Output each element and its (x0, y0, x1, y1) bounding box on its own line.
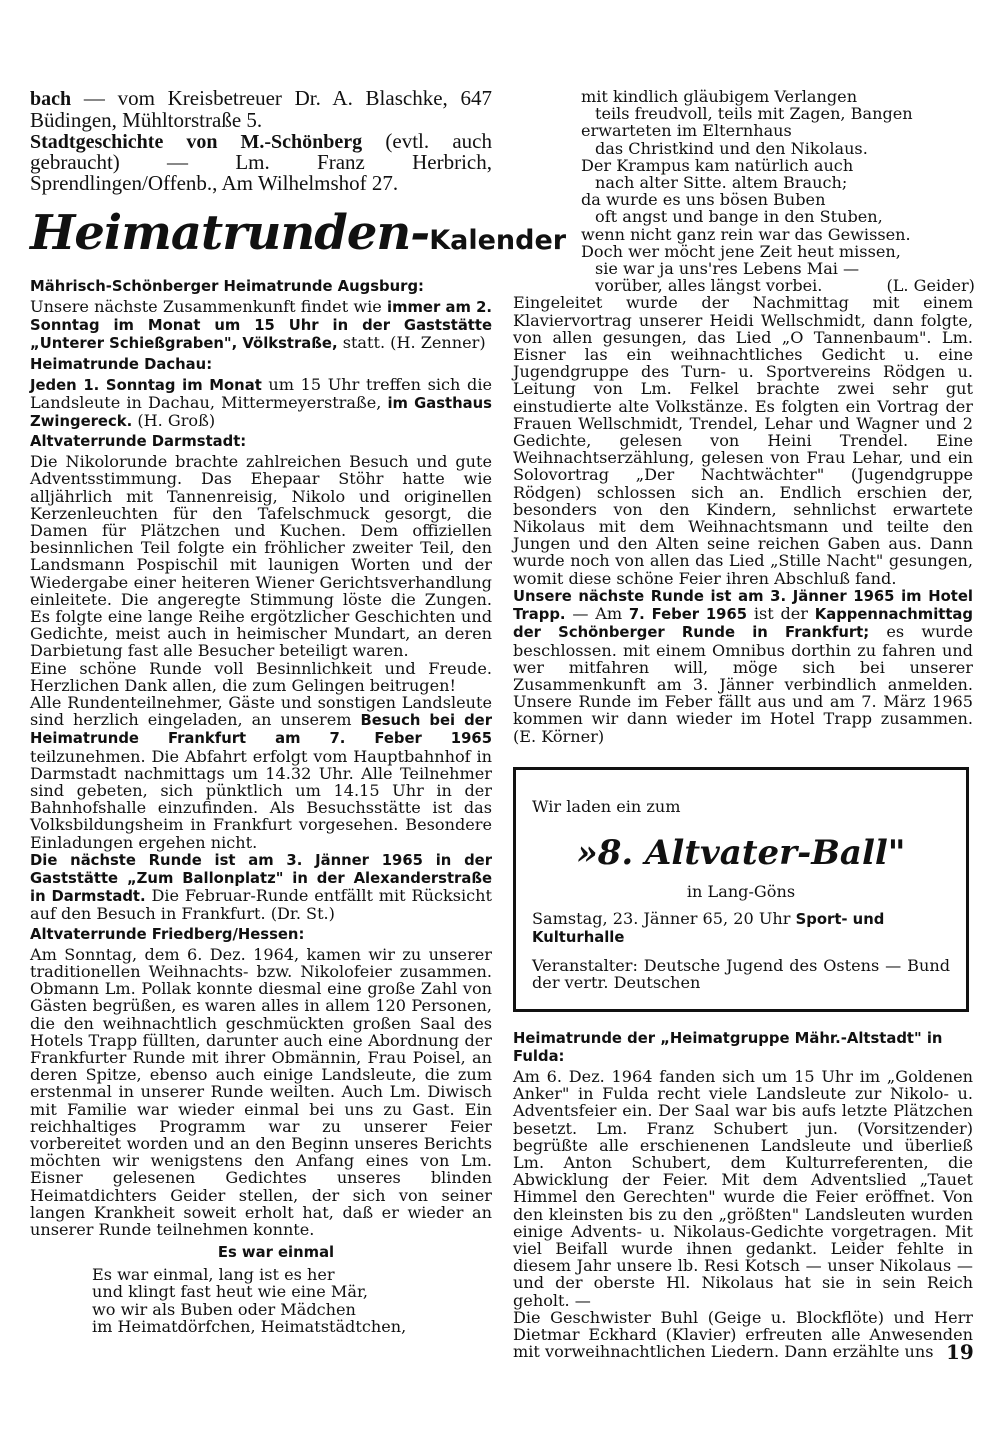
poem-last-text: vorüber, alles längst vorbei. (595, 276, 823, 296)
friedberg-p2: Eingeleitet wurde der Nachmittag mit einem Klaviervortrag unserer Heidi Wellschmidt, dann folgte, von allen gesungen, das Lied „O Tannenbaum". Lm. Eisner las ein weihnachtliches Gedicht u. eine Jugendgruppe des Turn- u. Sportvereins Rödgen u. Leitung von Lm. Felkel brachte zwei sehr gut einstudierte alte Volkstänze. Es folgten ein Vortrag der Frauen Wellschmidt, Trendel, Lehar und Wagner und 2 Gedichte, gelesen von Heini Trendel. Eine Weihnachtserzählung, gelesen von Frau Lehar, und ein Solovortrag „Der Nachtwächter" (Jugendgruppe Rödgen) schlossen sich an. Endlich erschien der, besonders von den Kindern, sehnlichst erwartete Nikolaus mit dem Weihnachtsmann und teilte den Jungen und den Alten seine reichen Gaben aus. Dann wurde noch von allen das Lied „Stille Nacht" gesungen, womit diese schöne Feier ihren Abschluß fand. (513, 293, 973, 588)
friedberg-p1: Am Sonntag, dem 6. Dez. 1964, kamen wir zu unserer traditionellen Weihnachts- bzw. Nikolofeier zusammen. Obmann Lm. Pollak konnte diesmal eine große Zahl von Gästen begrüßen, es waren alles in allem 120 Personen, die den weihnachtlich geschmückten großen Saal des Hotels Trapp füllten, darunter auch eine Abordnung der Frankfurter Runde mit ihrer Obmännin, Frau Poisel, an deren Spitze, ebenso auch einige Landsleute, die zum erstenmal in unserer Runde weilten. Auch Lm. Diwisch mit Familie war wieder einmal bei uns zu Gast. Ein reichhaltiges Programm war zu unserer Feier vorbereitet worden und an den Beginn unseres Berichts möchten wir wenigstens den Anfang eines von Lm. Eisner gelesenen Gedichtes unseres blinden Heimatdichters Geider stellen, der sich von seiner langen Krankheit soweit erholt hat, daß er wieder an unserer Runde teilnehmen konnte. (30, 944, 492, 1239)
friedberg-p3-t3: es wurde beschlossen. mit einem Omnibus dorthin zu fahren und wer mitfahren will, möge sich bei unserer Zusammenkunft am 3. Jänner verbindlich anmelden. Unsere Runde im Feber fällt aus und am 7. März 1965 kommen wir dann wieder im Hotel Trapp zusammen. (E. Körner) (513, 622, 973, 746)
darmstadt-p3b: Besuch bei der Heimatrunde Frankfurt am 7. Feber 1965 (30, 712, 492, 748)
darmstadt-heading: Altvaterrunde Darmstadt: (30, 433, 247, 451)
intro-bach-text: — vom Kreisbetreuer Dr. A. Blaschke, 647 Büdingen, Mühltorstraße 5. (30, 86, 492, 132)
ball-organizer: Veranstalter: Deutsche Jugend des Ostens — Bund der vertr. Deutschen (532, 955, 950, 992)
dachau-t2: (H. Groß) (132, 411, 216, 430)
poem-last-line (581, 277, 973, 294)
fulda-heading: Heimatrunde der „Heimatgruppe Mähr.-Altstadt" in Fulda: (513, 1029, 943, 1065)
poem-line: Der Krampus kam natürlich auch (581, 155, 854, 175)
masthead-title: Heimatrunden- (30, 204, 430, 261)
poem-author: (L. Geider) (886, 276, 975, 296)
poem-line: im Heimatdörfchen, Heimatstädtchen, (92, 1316, 407, 1336)
intro-stadtgeschichte-bold: Stadtgeschichte von M.-Schönberg (30, 130, 363, 153)
intro-stadtgeschichte (30, 128, 493, 196)
dachau-b2: im Gasthaus Zwingereck. (30, 394, 492, 430)
poem-left (30, 1266, 492, 1335)
poem-line: oft angst und bange in den Stuben, (595, 207, 883, 227)
ball-invite: Wir laden ein zum (532, 796, 681, 816)
poem-right (513, 88, 973, 294)
augsburg-t2: statt. (H. Zenner) (337, 333, 486, 353)
left-column (30, 86, 567, 1336)
augsburg-heading: Mährisch-Schönberger Heimatrunde Augsburg: (30, 277, 424, 295)
augsburg-b1: immer am 2. Sonntag im Monat um 15 Uhr in der Gaststätte „Unterer Schießgraben", Völkstraße, (30, 298, 492, 353)
poem-line: da wurde es uns bösen Buben (581, 190, 826, 210)
friedberg-p3-b2: 7. Feber 1965 (628, 606, 748, 624)
intro-stadtgeschichte-text: (evtl. auch gebraucht) — Lm. Franz Herbrich, Sprendlingen/Offenb., Am Wilhelmshof 27. (30, 128, 493, 196)
masthead-subtitle: Kalender (429, 224, 567, 256)
ball-advertisement (513, 767, 969, 1012)
ball-venue: Sport- und Kulturhalle (532, 911, 885, 947)
darmstadt-p1: Die Nikolorunde brachte zahlreichen Besuch und gute Adventsstimmung. Das Ehepaar Stöhr hatte wie alljährlich mit Tannenreisig, Nikolo und originellen Kerzenleuchten für den Tafelschmuck gesorgt, die Damen für Plätzchen und Kuchen. Dem offiziellen besinnlichen Teil folgte ein fröhlicher zweiter Teil, den Landsmann Pospischil mit launigen Worten und der Wiedergabe einer heiteren Wiener Gerichtsverhandlung einleitete. Die angeregte Stimmung löste die Zungen. Es folgte eine lange Reihe ergötzlicher Geschichten und Gedichte, meist auch in heimischer Mundart, an deren Darbietung fast alle Besucher beteiligt waren. (30, 452, 492, 661)
intro-bach (30, 88, 492, 131)
fulda-p2: Die Geschwister Buhl (Geige u. Blockflöte) und Herr Dietmar Eckhard (Klavier) erfreuten alle Anwesenden mit vorweihnachtlichen Liedern. Dann erzählte uns (513, 1307, 973, 1362)
darmstadt-p4c: Die Februar-Runde entfällt mit Rücksicht auf den Besuch in Frankfurt. (Dr. St.) (30, 886, 492, 924)
poem-title: Es war einmal (217, 1244, 335, 1262)
ball-location: in Lang-Göns (686, 881, 796, 901)
friedberg-p3-t1: — Am (565, 604, 629, 624)
friedberg-p3-t2: ist der (747, 604, 815, 624)
intro-bach-bold: bach (30, 88, 72, 110)
ball-title: »8. Altvater-Ball" (576, 832, 906, 873)
poem-line: und klingt fast heut wie eine Mär, (92, 1282, 369, 1302)
augsburg-t1: Unsere nächste Zusammenkunft findet wie (30, 296, 387, 316)
darmstadt-p4b: Die nächste Runde ist am 3. Jänner 1965 in der Gaststätte „Zum Ballonplatz" in der Alexanderstraße in Darmstadt. (30, 851, 492, 906)
friedberg-p3-b1: Unsere nächste Runde ist am 3. Jänner 1965 im Hotel Trapp. (513, 587, 973, 624)
ball-date-text: Samstag, 23. Jänner 65, 20 Uhr (532, 909, 796, 929)
dachau-b1: Jeden 1. Sonntag im Monat (30, 376, 262, 394)
dachau-text (30, 376, 492, 431)
poem-line: Es war einmal, lang ist es her (92, 1265, 335, 1285)
poem-line: sie war ja uns'res Lebens Mai — (595, 259, 860, 279)
masthead (30, 204, 567, 268)
poem-line: Doch wer möcht jene Zeit heut missen, (581, 241, 901, 261)
poem-line: wenn nicht ganz rein war das Gewissen. (581, 224, 911, 244)
poem-line: wo wir als Buben oder Mädchen (92, 1299, 356, 1319)
darmstadt-p3a: Alle Rundenteilnehmer, Gäste und sonstigen Landsleute sind herzlich eingeladen, an unserem (30, 693, 492, 730)
poem-line: nach alter Sitte. altem Brauch; (595, 173, 848, 193)
darmstadt-p4 (30, 851, 492, 923)
poem-line: erwarteten im Elternhaus (581, 121, 792, 141)
friedberg-heading: Altvaterrunde Friedberg/Hessen: (30, 925, 305, 943)
right-column (513, 88, 973, 1360)
darmstadt-p3 (30, 694, 492, 851)
poem-line: teils freudvoll, teils mit Zagen, Bangen (595, 104, 913, 124)
darmstadt-p2: Eine schöne Runde voll Besinnlichkeit und Freude. Herzlichen Dank allen, die zum Gelingen beitrugen! (30, 658, 492, 695)
fulda-p1: Am 6. Dez. 1964 fanden sich um 15 Uhr im „Goldenen Anker" in Fulda recht viele Landsleute zur Nikolo- u. Adventsfeier ein. Der Saal war bis aufs letzte Plätzchen besetzt. Lm. Franz Schubert jun. (Vorsitzender) begrüßte alle erschienenen Landsleute und überließ Lm. Anton Schubert, dem Kulturreferenten, die Abwicklung der Feier. Mit dem Adventslied „Tauet Himmel den Gerechten" wurde die Feier eröffnet. Von den kleinsten bis zu den „größten" Landsleuten wurden einige Advents- u. Nikolaus-Gedichte vorgetragen. Mit viel Beifall wurde ihnen gedankt. Leider fehlte in diesem Jahr unsere lb. Resi Kotsch — unser Nikolaus — und der oberste Hl. Nikolaus hat sie in sein Reich geholt. — (513, 1066, 973, 1310)
poem-line: mit kindlich gläubigem Verlangen (581, 87, 858, 106)
friedberg-p3 (513, 587, 973, 745)
ball-date (532, 910, 950, 946)
dachau-heading: Heimatrunde Dachau: (30, 355, 213, 373)
poem-line: das Christkind und den Nikolaus. (595, 138, 868, 158)
augsburg-text (30, 298, 492, 353)
page-number: 19 (946, 1340, 974, 1364)
friedberg-p3-b3: Kappennachmittag der Schönberger Runde in Frankfurt; (513, 606, 974, 642)
dachau-t1: um 15 Uhr treffen sich die Landsleute in Dachau, Mittermeyerstraße, (30, 374, 492, 412)
darmstadt-p3c: teilzunehmen. Die Abfahrt erfolgt vom Hauptbahnhof in Darmstadt nachmittags um 14.32 Uhr. Alle Teilnehmer sind gebeten, sich pünktlich um 14.15 Uhr in der Bahnhofshalle einzufinden. Als Besuchsstätte ist das Volksbildungsheim in Frankfurt vorgesehen. Besondere Einladungen ergehen nicht. (30, 746, 492, 852)
